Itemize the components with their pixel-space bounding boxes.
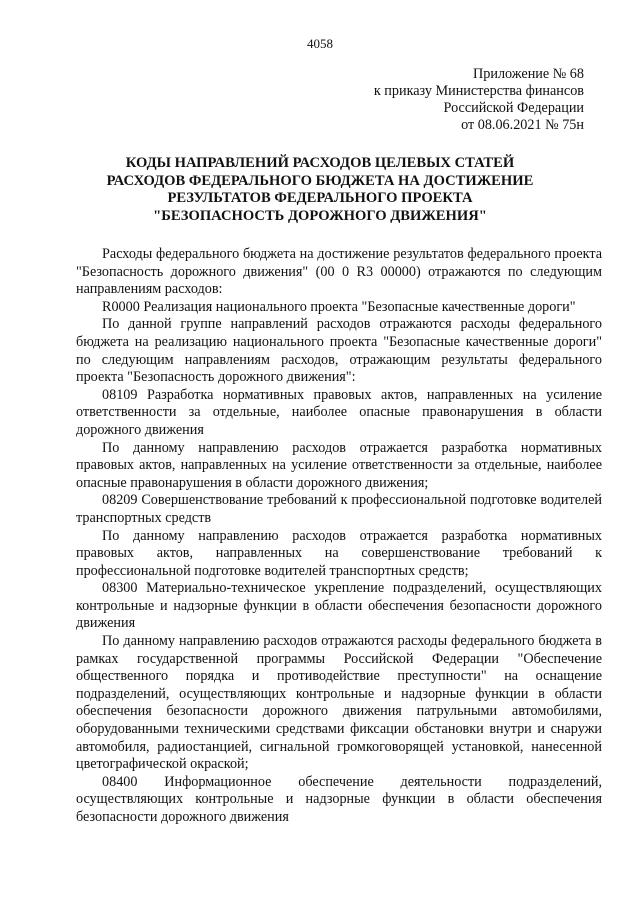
appendix-line: от 08.06.2021 № 75н	[461, 117, 584, 133]
paragraph-code-08209: 08209 Совершенствование требований к профессиональной подготовке водителей транспортных средств	[76, 492, 602, 526]
paragraph-code-r0000: R0000 Реализация национального проекта "Безопасные качественные дороги"	[102, 298, 576, 315]
paragraph-code-08400: 08400 Информационное обеспечение деятельности подразделений, осуществляющих контрольные и надзорные функции в области обеспечения безопасности дорожного движения	[76, 773, 602, 825]
title-line: "БЕЗОПАСНОСТЬ ДОРОЖНОГО ДВИЖЕНИЯ"	[153, 207, 487, 224]
document-title	[40, 155, 600, 225]
appendix-line: Российской Федерации	[443, 100, 584, 116]
appendix-line: Приложение № 68	[473, 66, 584, 82]
paragraph-08300-description: По данному направлению расходов отражаются расходы федерального бюджета в рамках государственной программы Российской Федерации "Обеспечение общественного порядка и противодействие преступности" на оснащение подразделений, осуществляющих контрольные и надзорные функции в области обеспечения безопасности дорожного движения патрульными автомобилями, оборудованными техническими средствами фиксации обстановки внутри и снаружи автомобиля, радиостанцией, сигнальной громкоговорящей установкой, нанесенной цветографической окраской;	[76, 633, 602, 773]
appendix-line: к приказу Министерства финансов	[373, 83, 584, 99]
appendix-block	[374, 66, 584, 134]
page-number: 4058	[307, 36, 333, 51]
title-line: КОДЫ НАПРАВЛЕНИЙ РАСХОДОВ ЦЕЛЕВЫХ СТАТЕЙ	[125, 155, 515, 171]
document-body	[76, 246, 602, 827]
title-line: РАСХОДОВ ФЕДЕРАЛЬНОГО БЮДЖЕТА НА ДОСТИЖЕНИЕ	[106, 172, 534, 189]
title-line: РЕЗУЛЬТАТОВ ФЕДЕРАЛЬНОГО ПРОЕКТА	[167, 190, 473, 207]
paragraph-08109-description: По данному направлению расходов отражается разработка нормативных правовых актов, направленных на усиление ответственности за отдельные, наиболее опасные правонарушения в области дорожного движения;	[76, 439, 602, 491]
paragraph-r0000-description: По данной группе направлений расходов отражаются расходы федерального бюджета на реализацию национального проекта "Безопасные качественные дороги" по следующим направлениям расходов, отражающим результаты федерального проекта "Безопасность дорожного движения":	[76, 316, 602, 386]
paragraph-code-08300: 08300 Материально-техническое укрепление подразделений, осуществляющих контрольные и надзорные функции в области обеспечения безопасности дорожного движения	[76, 580, 602, 632]
paragraph-code-08109: 08109 Разработка нормативных правовых актов, направленных на усиление ответственности за отдельные, наиболее опасные правонарушения в области дорожного движения	[76, 386, 602, 438]
paragraph-08209-description: По данному направлению расходов отражается разработка нормативных правовых актов, направленных на совершенствование требований к профессиональной подготовке водителей транспортных средств;	[76, 527, 602, 579]
paragraph-intro: Расходы федерального бюджета на достижение результатов федерального проекта "Безопасность дорожного движения" (00 0 R3 00000) отражаются по следующим направлениям расходов:	[76, 246, 602, 298]
